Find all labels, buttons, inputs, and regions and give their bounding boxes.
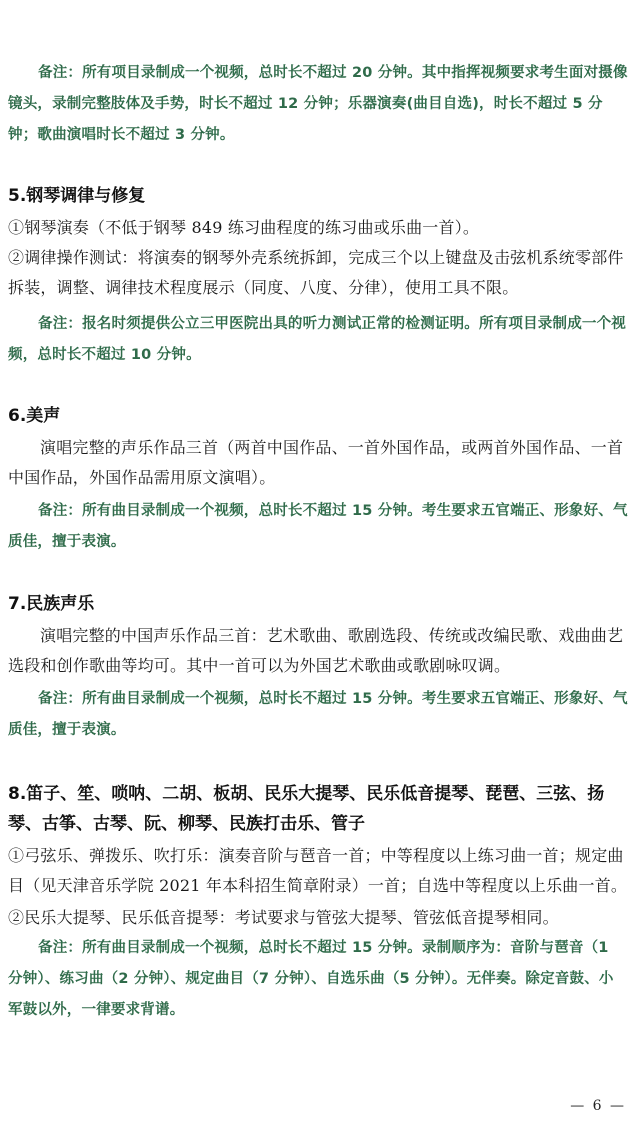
section-5-item-2: ②调律操作测试：将演奏的钢琴外壳系统拆卸，完成三个以上键盘及击弦机系统零部件拆装，调整、调律技术程度展示（同度、八度、分律），使用工具不限。 bbox=[8, 248, 624, 297]
section-5-heading: 5.钢琴调律与修复 bbox=[8, 186, 146, 206]
section-6-heading: 6.美声 bbox=[8, 406, 61, 426]
section-7-item-1: 演唱完整的中国声乐作品三首：艺术歌曲、歌剧选段、传统或改编民歌、戏曲曲艺选段和创作歌曲等均可。其中一首可以为外国艺术歌曲或歌剧咏叹调。 bbox=[8, 626, 624, 675]
section-8-heading: 8.笛子、笙、唢呐、二胡、板胡、民乐大提琴、民乐低音提琴、琵琶、三弦、扬琴、古筝、古琴、阮、柳琴、民族打击乐、管子 bbox=[8, 784, 605, 834]
section-6-item-1: 演唱完整的声乐作品三首（两首中国作品、一首外国作品，或两首外国作品、一首中国作品，外国作品需用原文演唱）。 bbox=[8, 438, 624, 487]
section-8-item-1: ①弓弦乐、弹拨乐、吹打乐：演奏音阶与琶音一首；中等程度以上练习曲一首；规定曲目（见天津音乐学院 2021 年本科招生简章附录）一首；自选中等程度以上乐曲一首。 bbox=[8, 846, 628, 895]
page-number: — 6 — bbox=[570, 1098, 626, 1114]
section-5-item-1: ①钢琴演奏（不低于钢琴 849 练习曲程度的练习曲或乐曲一首）。 bbox=[8, 218, 480, 237]
section-8-item-2: ②民乐大提琴、民乐低音提琴：考试要求与管弦大提琴、管弦低音提琴相同。 bbox=[8, 908, 559, 927]
section-5-note: 备注：报名时须提供公立三甲医院出具的听力测试正常的检测证明。所有项目录制成一个视频，总时长不超过 10 分钟。 bbox=[8, 316, 626, 363]
section-7-note: 备注：所有曲目录制成一个视频，总时长不超过 15 分钟。考生要求五官端正、形象好、气质佳，擅于表演。 bbox=[8, 691, 628, 738]
section-7-heading: 7.民族声乐 bbox=[8, 594, 95, 614]
note-top: 备注：所有项目录制成一个视频，总时长不超过 20 分钟。其中指挥视频要求考生面对摄像镜头，录制完整肢体及手势，时长不超过 12 分钟；乐器演奏(曲目自选)，时长不超过 5 分钟；歌曲演唱时长不超过 3 分钟。 bbox=[8, 65, 628, 143]
section-8-note: 备注：所有曲目录制成一个视频，总时长不超过 15 分钟。录制顺序为：音阶与琶音（1 分钟）、练习曲（2 分钟）、规定曲目（7 分钟）、自选乐曲（5 分钟）。无伴奏。除定音鼓、小军鼓以外，一律要求背谱。 bbox=[8, 940, 614, 1018]
section-6-note: 备注：所有曲目录制成一个视频，总时长不超过 15 分钟。考生要求五官端正、形象好、气质佳，擅于表演。 bbox=[8, 503, 628, 550]
